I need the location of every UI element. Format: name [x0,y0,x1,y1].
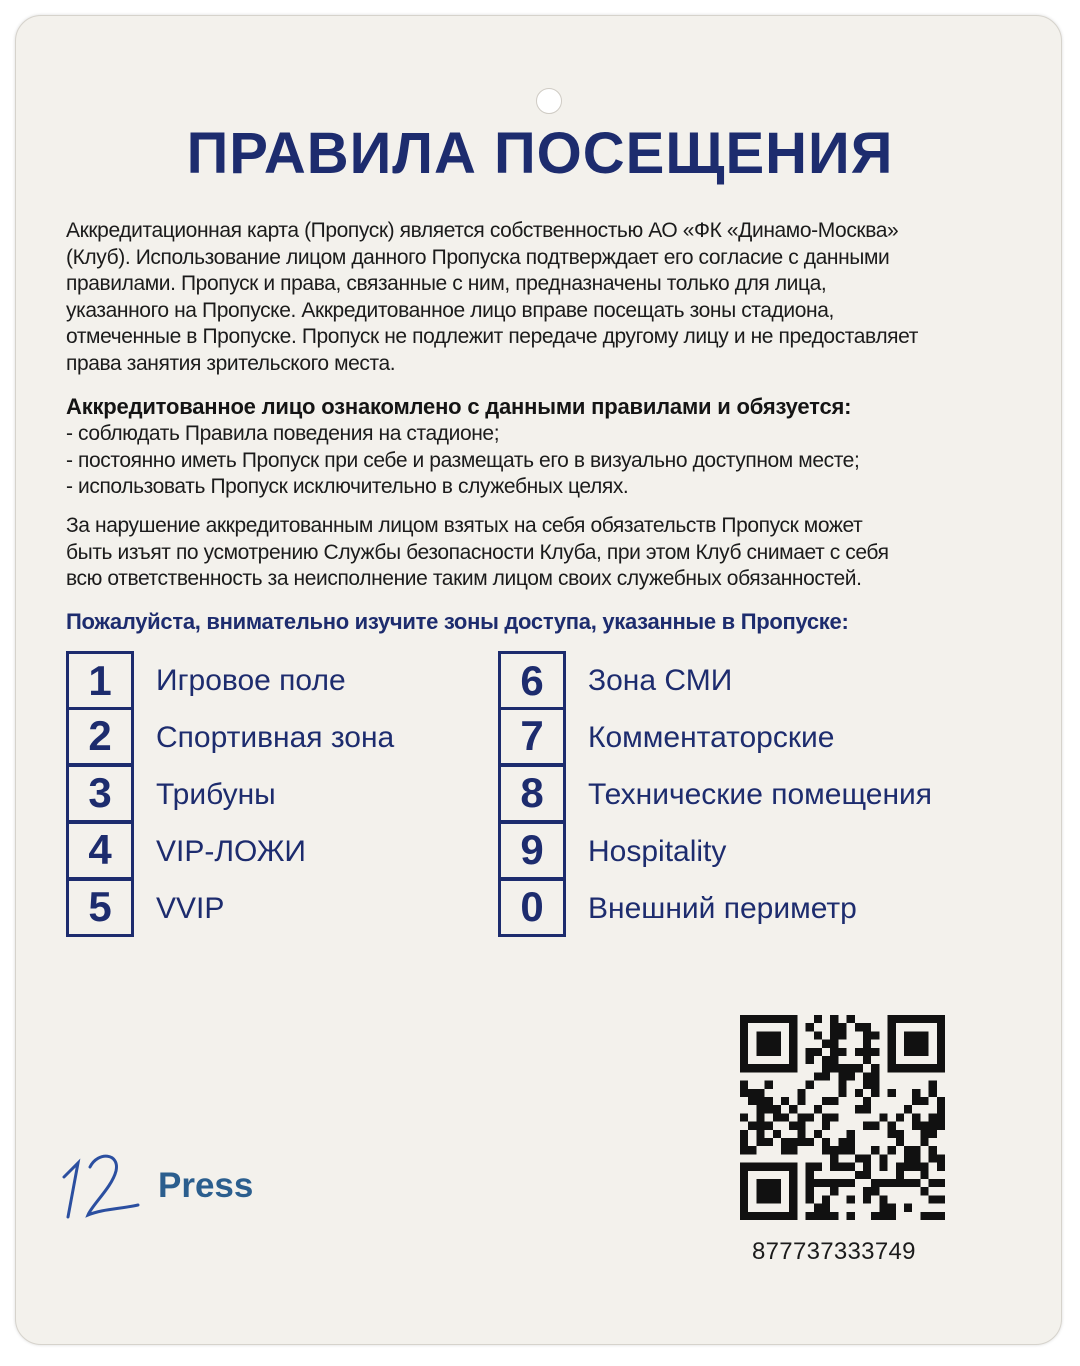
zones-right-column [498,652,932,937]
zone-item [66,652,394,709]
page-title: ПРАВИЛА ПОСЕЩЕНИЯ [186,121,894,186]
text-line: правилами. Пропуск и права, связанные с ним, предназначены только для лица, [66,272,827,295]
zone-item [498,709,932,766]
obligations-list [66,421,859,501]
text-line: всю ответственность за неисполнение таким лицом своих служебных обязанностей. [66,567,862,590]
list-item: - постоянно иметь Пропуск при себе и размещать его в визуально доступном месте; [66,448,860,472]
text-line: За нарушение аккредитованным лицом взятых на себя обязательств Пропуск может [66,514,863,537]
zone-item [66,766,394,823]
zone-number: 9 [498,821,566,880]
zone-item [498,766,932,823]
category-label: Press [158,1166,254,1205]
zones-left-column [66,652,394,937]
text-line: (Клуб). Использование лицом данного Пропуска подтверждает его согласие с данными [66,245,890,269]
zone-item [66,823,394,880]
zone-number: 0 [498,878,566,937]
violation-paragraph [66,513,889,593]
qr-code [740,1015,945,1220]
lanyard-hole [536,88,562,114]
text-line: быть изъят по усмотрению Службы безопасности Клуба, при этом Клуб снимает с себя [66,540,889,564]
zone-number: 3 [66,764,134,823]
zone-number: 4 [66,821,134,880]
zone-label: Игровое поле [156,663,346,697]
list-item: - соблюдать Правила поведения на стадионе; [66,422,500,445]
zone-label: Технические помещения [588,777,933,811]
zone-number: 6 [498,651,566,710]
text-line: отмеченные в Пропуске. Пропуск не подлежит передаче другому лицу и не предоставляет [66,325,918,348]
text-line: Аккредитационная карта (Пропуск) является собственностью АО «ФК «Динамо-Москва» [66,219,899,242]
zone-number: 7 [498,707,566,766]
zone-item [498,823,932,880]
zone-item [498,652,932,709]
zones-heading: Пожалуйста, внимательно изучите зоны доступа, указанные в Пропуске: [66,609,849,634]
zone-item [66,709,394,766]
text-line: права занятия зрительского места. [66,351,396,375]
zone-label: Зона СМИ [588,663,733,697]
zone-number: 1 [66,651,134,710]
zone-item [66,880,394,937]
zone-label: Hospitality [588,834,727,868]
zone-item [498,880,932,937]
qr-number: 877737333749 [752,1238,916,1265]
list-item: - использовать Пропуск исключительно в служебных целях. [66,475,629,498]
zone-label: Комментаторские [588,720,835,754]
zone-number: 8 [498,764,566,823]
text-line: указанного на Пропуске. Аккредитованное лицо вправе посещать зоны стадиона, [66,298,834,322]
zone-label: VVIP [156,891,225,925]
zone-label: Внешний периметр [588,891,857,925]
zone-number: 2 [66,707,134,766]
obligations-heading: Аккредитованное лицо ознакомлено с данными правилами и обязуется: [66,394,852,419]
zone-number: 5 [66,878,134,937]
zone-label: Трибуны [156,777,276,811]
zone-label: VIP-ЛОЖИ [156,834,306,868]
handwritten-number-12 [58,1145,148,1225]
intro-paragraph [66,218,918,377]
zone-label: Спортивная зона [156,720,395,754]
